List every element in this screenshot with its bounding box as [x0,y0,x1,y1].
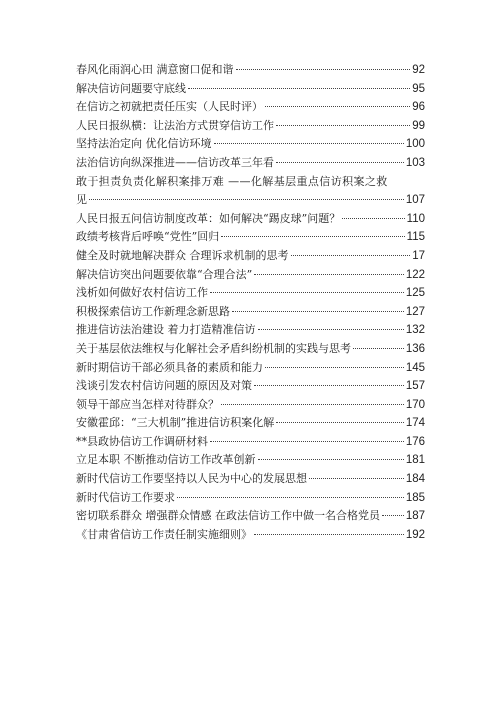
toc-page-number: 92 [412,64,425,76]
toc-page-number: 115 [406,231,425,244]
toc-entry[interactable] [76,321,425,340]
toc-entry-title: 法治信访向纵深推进——信访改革三年看 [76,155,274,169]
toc-page-number: 145 [405,361,425,374]
dot-leader [309,478,404,479]
toc-entry-title: 人民日报纵横：让法治方式贯穿信访工作 [76,118,274,132]
toc-entry[interactable] [76,266,425,285]
dot-leader [254,534,404,535]
toc-entry[interactable] [76,98,425,117]
toc-page-number: 100 [405,138,425,151]
dot-leader [232,311,404,312]
dot-leader [258,459,404,460]
toc-entry[interactable] [76,507,425,526]
toc-entry-title: 新时期信访干部必须具备的素质和能力 [76,360,263,374]
toc-entry[interactable] [76,80,425,99]
toc-entry-title: 新时代信访工作要求 [76,490,175,504]
toc-page-number: 170 [405,398,425,411]
dot-leader [214,143,404,144]
dot-leader [258,329,404,330]
toc-entry[interactable] [76,359,425,378]
toc-entry[interactable] [76,284,425,303]
toc-entry-title: 健全及时就地解决群众 合理诉求机制的思考 [76,248,289,262]
toc-entry[interactable] [76,489,425,508]
toc-page-number: 136 [405,342,425,355]
dot-leader [254,385,404,386]
toc-entry[interactable] [76,526,425,545]
dot-leader [89,199,404,200]
toc-page-number: 181 [405,454,425,467]
toc-entry-title: 坚持法治定向 优化信访环境 [76,137,212,151]
toc-entry-title: **县政协信访工作调研材料 [76,434,208,448]
dot-leader [210,441,404,442]
toc-page-number: 99 [412,119,425,132]
toc-entry-title: 积极探索信访工作新理念新思路 [76,304,230,318]
toc-entry-title: 安徽霍邱：“三大机制”推进信访积案化解 [76,416,275,430]
dot-leader [276,125,410,126]
dot-leader [265,106,410,107]
toc-page-number: 95 [412,82,425,95]
toc-page-number: 176 [405,435,425,448]
toc-entry[interactable] [76,470,425,489]
toc-entry[interactable] [76,433,425,452]
toc-entry-title: 浅谈引发农村信访问题的原因及对策 [76,379,252,393]
toc-entry[interactable] [76,396,425,415]
dot-leader [276,162,404,163]
toc-page-number: 187 [405,510,425,523]
toc-page-number: 184 [405,473,425,486]
toc-entry-title: 在信访之初就把责任压实（人民时评） [76,100,263,114]
dot-leader [210,292,404,293]
toc-page-number: 174 [405,417,425,430]
toc-entry[interactable] [76,414,425,433]
toc-page-number: 185 [405,491,425,504]
toc-entry[interactable] [76,247,425,266]
toc-page-number: 122 [405,268,425,281]
toc-entry[interactable] [76,61,425,80]
toc-entry-title-continuation: 见 [76,193,87,207]
dot-leader [276,422,404,423]
toc-entry-title: 敢于担责负责化解积案排万难 ——化解基层重点信访积案之救 [76,174,388,188]
toc-entry[interactable] [76,451,425,470]
toc-entry-title: 领导干部应当怎样对待群众？ [76,397,219,411]
toc-entry[interactable] [76,117,425,136]
dot-leader [254,274,404,275]
dot-leader [382,515,404,516]
toc-page-number: 17 [412,249,425,262]
toc-entry-title: 解决信访突出问题要依靠“合理合法” [76,267,253,281]
toc-entry[interactable] [76,135,425,154]
toc-entry-title: 《甘肃省信访工作责任制实施细则》 [76,527,252,541]
toc-page-number: 96 [412,101,425,114]
toc-entry[interactable] [76,228,425,247]
toc-page-number: 127 [405,305,425,318]
toc-entry-title: 春风化雨润心田 满意窗口促和谐 [76,63,234,76]
toc-page-number: 132 [405,324,425,337]
toc-entry[interactable] [76,303,425,322]
toc-entry[interactable] [76,340,425,359]
toc-entry[interactable] [76,210,425,229]
toc-page-number: 157 [405,380,425,393]
toc-page-number: 110 [406,212,425,225]
dot-leader [236,69,411,70]
toc-entry-title: 人民日报五问信访制度改革：如何解决“踢皮球”问题？ [76,211,341,225]
toc-page-number: 192 [405,528,425,541]
table-of-contents [76,61,425,544]
toc-entry-title: 推进信访法治建设 着力打造精准信访 [76,323,256,337]
toc-entry-title: 立足本职 不断推动信访工作改革创新 [76,453,256,467]
dot-leader [265,367,404,368]
toc-entry-title: 关于基层依法维权与化解社会矛盾纠纷机制的实践与思考 [76,341,351,355]
toc-entry-title: 解决信访问题要守底线 [76,81,186,95]
toc-page-number: 125 [405,287,425,300]
dot-leader [221,404,404,405]
toc-page-number: 107 [405,194,425,207]
toc-entry-title: 政绩考核背后呼唤“党性”回归 [76,230,220,244]
toc-page-number: 103 [405,156,425,169]
toc-entry[interactable] [76,154,425,173]
dot-leader [221,236,404,237]
toc-entry-title: 浅析如何做好农村信访工作 [76,286,208,300]
dot-leader [353,348,404,349]
dot-leader [342,218,404,219]
toc-entry[interactable] [76,173,425,210]
toc-entry-title: 新时代信访工作要坚持以人民为中心的发展思想 [76,472,307,486]
dot-leader [188,88,410,89]
dot-leader [291,255,411,256]
toc-entry[interactable] [76,377,425,396]
toc-entry-title: 密切联系群众 增强群众情感 在政法信访工作中做一名合格党员 [76,509,380,523]
dot-leader [177,497,404,498]
